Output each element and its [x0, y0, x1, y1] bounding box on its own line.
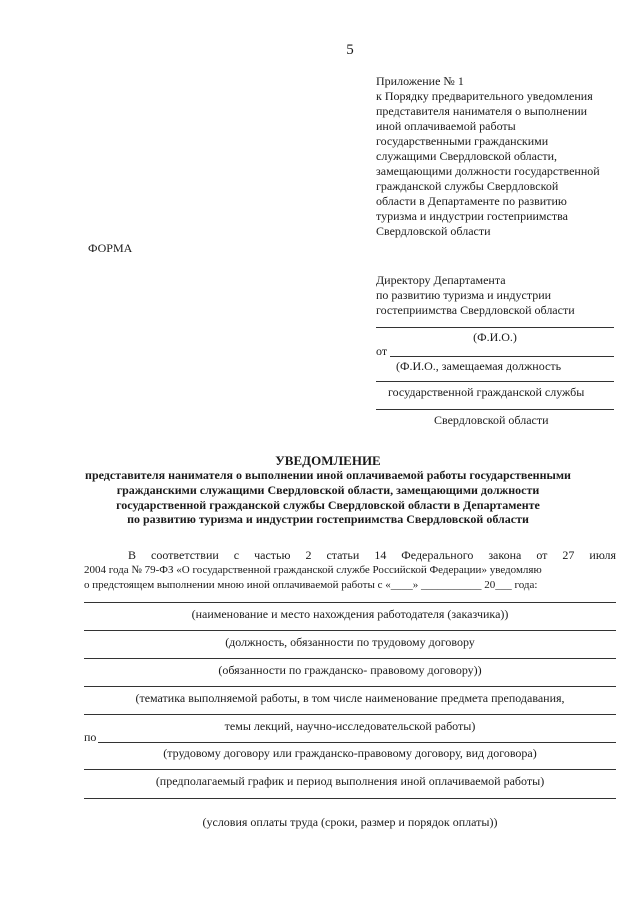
- civil-duties-fill-line[interactable]: [84, 658, 616, 659]
- contract-fill-line[interactable]: [98, 742, 616, 743]
- appendix-line: иной оплачиваемой работы: [376, 119, 516, 133]
- fio-fill-line[interactable]: [376, 327, 614, 328]
- form-label: ФОРМА: [88, 241, 133, 255]
- fio-caption: (Ф.И.О.): [473, 330, 517, 344]
- appendix-line: Свердловской области: [376, 224, 491, 238]
- body-line-2: 2004 года № 79-ФЗ «О государственной гражданской службе Российской Федерации» уведомляю: [84, 564, 542, 576]
- contract-caption: (трудовому договору или гражданско-правовому договору, вид договора): [163, 746, 537, 760]
- region-caption: Свердловской области: [434, 413, 549, 427]
- position-duties-fill-line[interactable]: [84, 630, 616, 631]
- body-line-1: В соответствии с частью 2 статьи 14 Федерального закона от 27 июля: [128, 548, 616, 562]
- payment-caption: (условия оплаты труда (сроки, размер и порядок оплаты)): [202, 815, 498, 829]
- notice-title: УВЕДОМЛЕНИЕ: [275, 453, 381, 468]
- addressee-line: гостеприимства Свердловской области: [376, 303, 575, 317]
- topic-caption: (тематика выполняемой работы, в том числе наименование предмета преподавания,: [135, 691, 565, 705]
- addressee-line: Директору Департамента: [376, 273, 506, 287]
- appendix-line: представителя нанимателя о выполнении: [376, 104, 588, 118]
- topic-fill-line[interactable]: [84, 686, 616, 687]
- body-line-3: о предстоящем выполнении мною иной оплачиваемой работы с «____» ___________ 20___ года:: [84, 579, 538, 591]
- civil-duties-caption: (обязанности по гражданско- правовому договору)): [218, 663, 482, 677]
- addressee-line: по развитию туризма и индустрии: [376, 288, 552, 302]
- notice-subtitle-line: государственной гражданской службы Свердловской области в Департаменте: [116, 498, 540, 512]
- employer-fill-line[interactable]: [84, 602, 616, 603]
- page-number: 5: [346, 42, 354, 58]
- notice-subtitle-line: гражданскими служащими Свердловской области, замещающими должности: [116, 483, 540, 497]
- appendix-line: туризма и индустрии гостеприимства: [376, 209, 568, 223]
- appendix-line: гражданской службы Свердловской: [376, 179, 559, 193]
- from-label: от: [376, 344, 388, 358]
- service-fill-line[interactable]: [376, 409, 614, 410]
- lectures-caption: темы лекций, научно-исследовательской работы): [224, 719, 476, 733]
- schedule-caption: (предполагаемый график и период выполнения иной оплачиваемой работы): [155, 774, 545, 788]
- position-fill-line[interactable]: [376, 381, 614, 382]
- appendix-line: государственными гражданскими: [376, 134, 549, 148]
- employer-caption: (наименование и место нахождения работодателя (заказчика)): [191, 607, 509, 621]
- payment-fill-line[interactable]: [84, 798, 616, 799]
- schedule-fill-line[interactable]: [84, 769, 616, 770]
- notice-subtitle-line: представителя нанимателя о выполнении иной оплачиваемой работы государственными: [85, 468, 571, 482]
- notice-subtitle-line: по развитию туризма и индустрии гостеприимства Свердловской области: [127, 512, 529, 526]
- position-caption: (должность, обязанности по трудовому договору: [225, 635, 475, 649]
- appendix-line: служащими Свердловской области,: [376, 149, 557, 163]
- appendix-line: области в Департаменте по развитию: [376, 194, 567, 208]
- appendix-line: к Порядку предварительного уведомления: [376, 89, 593, 103]
- fio-position-caption: (Ф.И.О., замещаемая должность: [396, 359, 562, 373]
- lectures-fill-line[interactable]: [84, 714, 616, 715]
- appendix-line: замещающими должности государственной: [376, 164, 600, 178]
- from-fill-line[interactable]: [390, 356, 614, 357]
- po-label: по: [84, 730, 97, 744]
- appendix-title: Приложение № 1: [376, 74, 464, 88]
- service-caption: государственной гражданской службы: [388, 385, 585, 399]
